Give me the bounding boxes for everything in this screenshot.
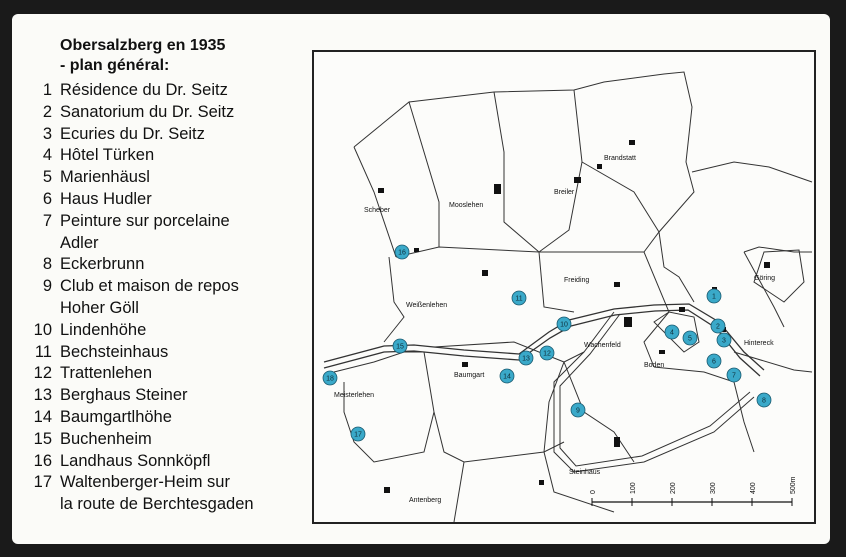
- legend-item-label: Bechsteinhaus: [60, 342, 169, 361]
- legend-item-label: Hôtel Türken: [60, 146, 155, 165]
- map-marker: [707, 354, 721, 368]
- legend-item-number: 17: [33, 473, 52, 492]
- place-label: Scheber: [364, 207, 391, 214]
- map-marker-number: 11: [515, 295, 523, 303]
- place-label: Antenberg: [409, 497, 442, 504]
- place-label: Steinhaus: [569, 469, 601, 476]
- legend-item: [30, 320, 310, 342]
- map-marker-number: 3: [722, 337, 726, 345]
- map-marker-number: 6: [712, 358, 716, 366]
- map-marker-number: 18: [326, 375, 334, 383]
- map-marker-number: 13: [522, 355, 530, 363]
- legend-item-label: Ecuries du Dr. Seitz: [60, 124, 205, 143]
- map-marker: [711, 319, 725, 333]
- legend-item-number: 9: [42, 277, 52, 296]
- building: [539, 480, 544, 485]
- building: [624, 317, 632, 327]
- legend-item: [30, 451, 310, 473]
- building: [414, 248, 419, 252]
- map-marker: [683, 331, 697, 345]
- legend-item: [30, 167, 310, 189]
- map-marker: [665, 325, 679, 339]
- map: [312, 50, 816, 524]
- legend-item: [30, 102, 310, 124]
- legend-item: [30, 211, 310, 233]
- legend-item: [30, 145, 310, 167]
- legend-item-number: 10: [33, 320, 52, 339]
- legend-item: [30, 298, 310, 320]
- scale-tick-label: 200: [670, 482, 677, 494]
- map-marker: [393, 339, 407, 353]
- legend-item: [30, 124, 310, 146]
- map-marker-number: 2: [716, 323, 720, 331]
- map-marker-number: 5: [688, 335, 692, 343]
- legend-item-label: Résidence du Dr. Seitz: [60, 81, 228, 99]
- map-marker-number: 1: [712, 293, 716, 301]
- map-marker-number: 16: [398, 249, 406, 257]
- legend-item-number: 2: [42, 102, 52, 121]
- map-marker: [571, 403, 585, 417]
- legend-item-label: Haus Hudler: [60, 189, 152, 208]
- map-marker-number: 4: [670, 329, 674, 337]
- map-marker-number: 10: [560, 321, 568, 329]
- building: [614, 282, 620, 287]
- legend-item: [30, 429, 310, 451]
- map-marker: [727, 368, 741, 382]
- map-marker: [757, 393, 771, 407]
- legend-item-number: 5: [42, 168, 52, 187]
- parcel-boundary: [354, 147, 396, 257]
- legend-item-number: 12: [33, 364, 52, 383]
- map-marker-number: 7: [732, 372, 736, 380]
- building: [614, 437, 620, 447]
- side-road: [734, 352, 812, 372]
- place-label: Freiding: [564, 277, 590, 284]
- building: [462, 362, 468, 367]
- place-label: Mooslehen: [449, 202, 484, 209]
- legend-item: [30, 363, 310, 385]
- parcel-boundary: [409, 72, 694, 252]
- legend-item-label: Adler: [60, 233, 99, 252]
- legend-item: [30, 254, 310, 276]
- scale-tick-label: 0: [590, 490, 597, 494]
- map-marker-number: 9: [576, 407, 580, 415]
- legend-item-label: Waltenberger-Heim sur: [60, 473, 230, 492]
- parcel-boundary: [644, 252, 669, 367]
- legend-item-number: 16: [33, 451, 52, 470]
- place-label: Breiler: [554, 189, 575, 196]
- building: [378, 188, 384, 193]
- parcel-boundary: [384, 257, 404, 342]
- parcel-boundary: [659, 232, 694, 302]
- legend-item-label: Sanatorium du Dr. Seitz: [60, 102, 235, 121]
- building: [494, 184, 501, 194]
- map-marker: [717, 333, 731, 347]
- legend-item: [30, 407, 310, 429]
- legend-panel: [30, 36, 310, 516]
- map-marker: [500, 369, 514, 383]
- building: [384, 487, 390, 493]
- legend-title: Obersalzberg en 1935: [60, 37, 226, 54]
- legend-item: [30, 276, 310, 298]
- legend-item-label: Peinture sur porcelaine: [60, 211, 230, 230]
- map-canvas: [314, 52, 814, 522]
- map-marker-number: 17: [354, 431, 362, 439]
- legend-item-number: 15: [33, 429, 52, 448]
- map-marker: [519, 351, 533, 365]
- place-label: Meisterlehen: [334, 392, 375, 399]
- place-label: Hintereck: [744, 340, 774, 347]
- place-label: Baumgart: [454, 372, 485, 379]
- legend-item-number: 3: [42, 124, 52, 143]
- map-marker-number: 14: [503, 373, 511, 381]
- parcel-boundary: [654, 367, 734, 382]
- legend-item: [30, 472, 310, 494]
- legend-item-label: Landhaus Sonnköpfl: [60, 451, 211, 470]
- legend-list: [30, 80, 310, 516]
- legend-item-number: 1: [42, 81, 52, 99]
- place-label: Brandstatt: [604, 155, 636, 162]
- legend-item-label: Hoher Göll: [60, 298, 139, 317]
- legend-item-label: Baumgartlhöhe: [60, 407, 172, 426]
- legend-item-number: 6: [42, 189, 52, 208]
- parcel-boundary: [582, 162, 659, 232]
- legend-item-label: Marienhäusl: [60, 168, 150, 187]
- parcel-boundary: [539, 90, 582, 252]
- map-marker: [557, 317, 571, 331]
- legend-item: [30, 342, 310, 364]
- building: [482, 270, 488, 276]
- legend-item-number: 7: [42, 211, 52, 230]
- place-label: Weißenlehen: [406, 302, 448, 309]
- legend-item-label: Club et maison de repos: [60, 277, 239, 296]
- parcel-boundary: [424, 352, 564, 462]
- scale-tick-label: 100: [630, 482, 637, 494]
- parcel-boundary: [734, 382, 754, 452]
- legend-item-label: la route de Berchtesgaden: [60, 495, 254, 514]
- scale-tick-label: 300: [710, 482, 717, 494]
- map-marker: [323, 371, 337, 385]
- legend-item-label: Eckerbrunn: [60, 255, 145, 274]
- legend-item-number: 8: [42, 255, 52, 274]
- building: [597, 164, 602, 169]
- map-marker-number: 8: [762, 397, 766, 405]
- legend-item-number: 4: [42, 146, 52, 165]
- parcel-boundary: [494, 92, 539, 252]
- legend-item: [30, 233, 310, 255]
- building: [629, 140, 635, 145]
- building: [679, 307, 685, 312]
- legend-item-label: Berghaus Steiner: [60, 386, 188, 405]
- map-marker: [395, 245, 409, 259]
- map-marker: [540, 346, 554, 360]
- legend-item-label: Lindenhöhe: [60, 320, 147, 339]
- parcel-boundary: [692, 162, 812, 182]
- building: [659, 350, 665, 354]
- legend-item: [30, 385, 310, 407]
- scale-tick-label: 500m: [790, 476, 797, 494]
- map-marker: [512, 291, 526, 305]
- legend-subtitle: - plan général:: [60, 57, 170, 74]
- map-marker: [707, 289, 721, 303]
- parcel-boundary: [396, 247, 644, 257]
- map-marker: [351, 427, 365, 441]
- legend-item-number: 14: [33, 407, 52, 426]
- legend-item-label: Trattenlehen: [60, 364, 153, 383]
- legend-item: [30, 80, 310, 102]
- scale-tick-label: 400: [750, 482, 757, 494]
- map-marker-number: 12: [543, 350, 551, 358]
- legend-item: [30, 189, 310, 211]
- parcel-boundary: [544, 452, 614, 512]
- building: [574, 177, 581, 183]
- legend-item-number: 11: [34, 342, 52, 361]
- place-label: Boden: [644, 362, 665, 369]
- map-marker-number: 15: [396, 343, 404, 351]
- legend-item-label: Buchenheim: [60, 429, 152, 448]
- parcel-boundary: [454, 462, 464, 522]
- legend-item: [30, 494, 310, 516]
- legend-item-number: 13: [33, 386, 52, 405]
- building: [764, 262, 770, 268]
- place-label: Göring: [754, 275, 776, 282]
- place-label: Wachenfeld: [584, 342, 621, 349]
